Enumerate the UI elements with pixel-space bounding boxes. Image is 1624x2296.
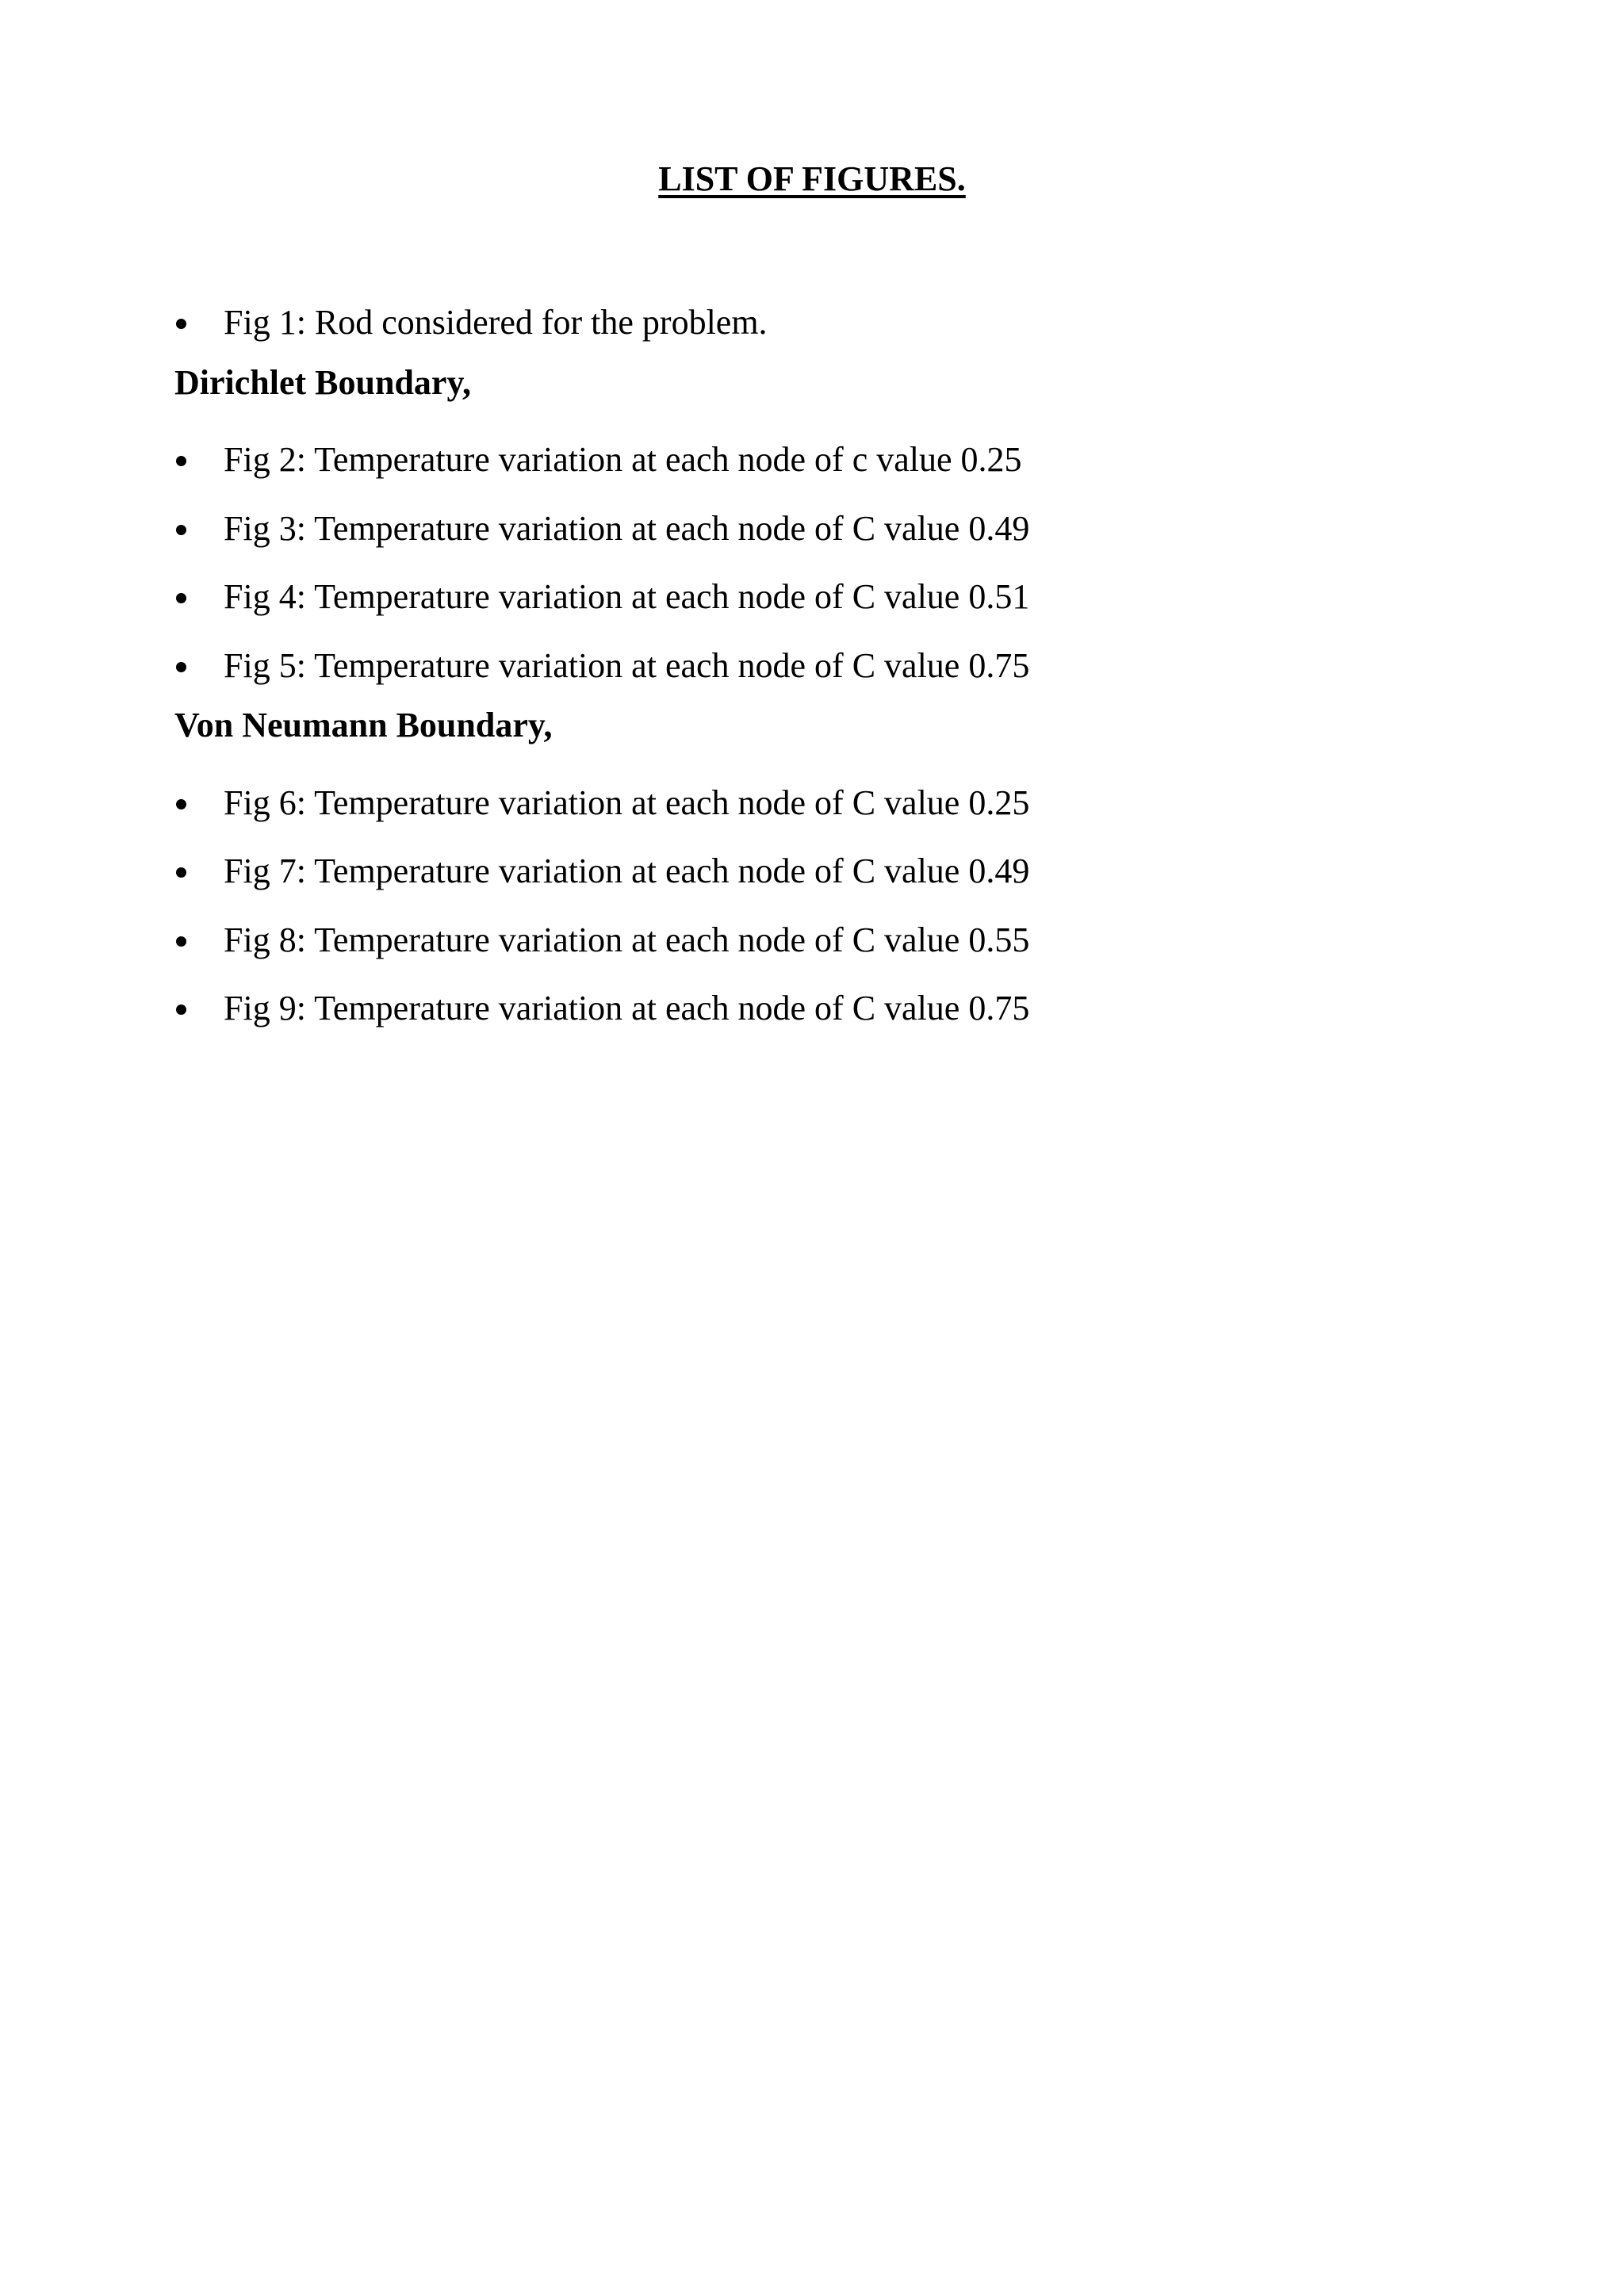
- list-item-fig-2: [174, 426, 1522, 495]
- list-item-fig-9: [174, 974, 1522, 1043]
- figure-entry-text: Fig 9: Temperature variation at each node of C value 0.75: [224, 989, 1030, 1028]
- section-heading-dirichlet: Dirichlet Boundary,: [174, 362, 472, 402]
- list-item-fig-5: [174, 632, 1522, 701]
- figure-entry-text: Fig 2: Temperature variation at each node of c value 0.25: [224, 440, 1022, 480]
- figure-entry-text: Fig 1: Rod considered for the problem.: [224, 303, 768, 342]
- page-title: LIST OF FIGURES.: [658, 159, 966, 198]
- figure-entry-text: Fig 6: Temperature variation at each node of C value 0.25: [224, 783, 1030, 822]
- bullet-icon: [174, 572, 224, 622]
- bullet-icon: [174, 915, 224, 966]
- bullet-icon: [174, 641, 224, 691]
- figure-entry-text: Fig 4: Temperature variation at each node of C value 0.51: [224, 577, 1030, 617]
- figure-entry-text: Fig 8: Temperature variation at each node of C value 0.55: [224, 920, 1030, 959]
- figure-entry-text: Fig 3: Temperature variation at each node of C value 0.49: [224, 508, 1030, 548]
- bullet-icon: [174, 503, 224, 554]
- list-item-fig-8: [174, 906, 1522, 975]
- bullet-icon: [174, 846, 224, 897]
- bullet-icon: [174, 778, 224, 828]
- list-item-fig-1: [174, 289, 1522, 358]
- list-item-fig-3: [174, 495, 1522, 564]
- figure-list: [174, 289, 1522, 1043]
- bullet-icon: [174, 297, 224, 348]
- bullet-icon: [174, 983, 224, 1034]
- list-item-fig-7: [174, 837, 1522, 906]
- section-heading-von-neumann: Von Neumann Boundary,: [174, 706, 553, 744]
- list-item-fig-4: [174, 563, 1522, 632]
- figure-entry-text: Fig 7: Temperature variation at each node of C value 0.49: [224, 851, 1030, 891]
- figure-entry-text: Fig 5: Temperature variation at each node of C value 0.75: [224, 645, 1030, 685]
- list-item-fig-6: [174, 769, 1522, 838]
- bullet-icon: [174, 434, 224, 485]
